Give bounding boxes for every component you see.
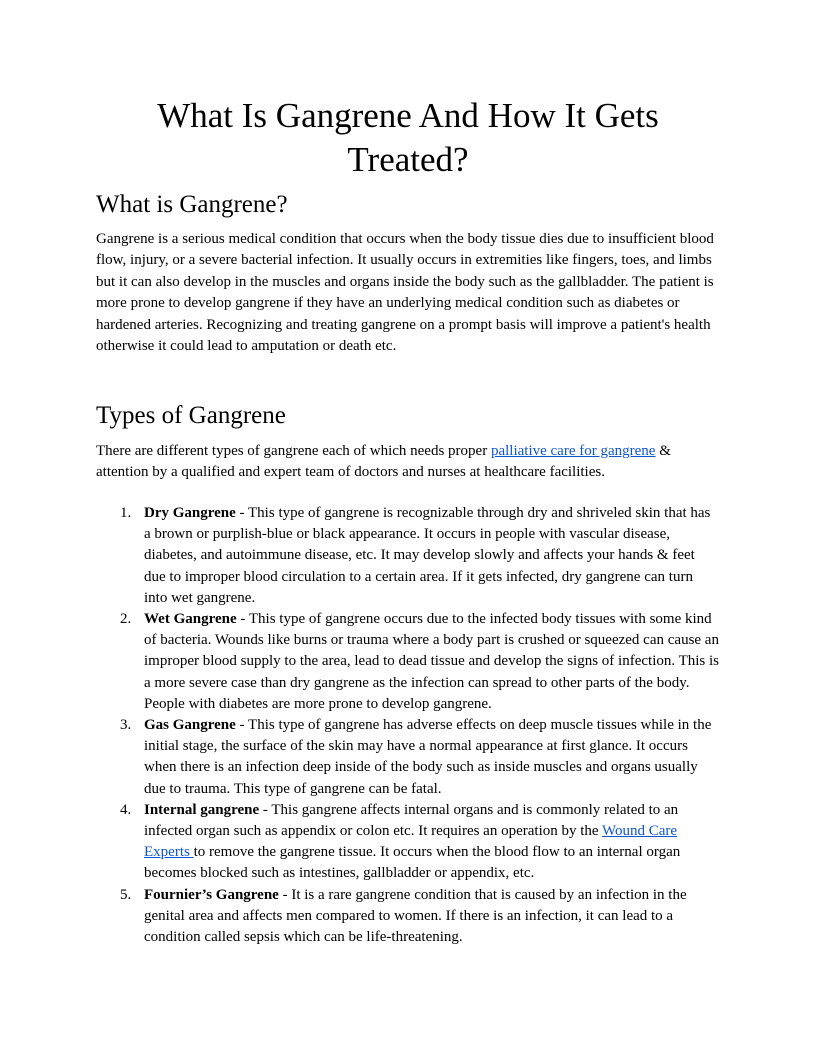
list-item-term: Gas Gangrene bbox=[144, 717, 236, 734]
types-intro-text: There are different types of gangrene each of which needs proper bbox=[96, 443, 491, 459]
list-item-term: Dry Gangrene bbox=[144, 505, 236, 521]
list-item-text: - This type of gangrene occurs due to the infected body tissues with some kind of bacteria. Wounds like burns or trauma where a body part is crushed or squeezed can cause an improper blood supply to the area, lead to dead tissue and develop the signs of infection. This is a more severe case than dry gangrene as the infection can spread to other parts of the body. People with diabetes are more prone to develop gangrene. bbox=[144, 611, 720, 712]
list-item-term: Fournier’s Gangrene bbox=[144, 886, 279, 903]
list-item-text: - It is a rare gangrene condition that is caused by an infection in the genital area and affects men compared to women. If there is an infection, it can lead to a condition called sepsis which can be life-threatening. bbox=[144, 886, 687, 946]
section-heading-what-is: What is Gangrene? bbox=[96, 191, 288, 218]
palliative-care-link[interactable]: palliative care for gangrene bbox=[490, 443, 656, 459]
list-item-number: 3. bbox=[120, 717, 132, 734]
list-item-number: 5. bbox=[120, 886, 132, 903]
list-item-term: Wet Gangrene bbox=[144, 611, 237, 628]
list-item-text: - This gangrene affects internal organs and is commonly related to an infected organ such as appendix or colon etc. It requires an operation by the bbox=[144, 801, 679, 840]
list-item bbox=[96, 800, 720, 885]
section-heading-types: Types of Gangrene bbox=[96, 402, 286, 429]
list-item-number: 1. bbox=[120, 505, 132, 521]
list-item-term: Internal gangrene bbox=[144, 801, 260, 818]
section-paragraph-what-is: Gangrene is a serious medical condition that occurs when the body tissue dies due to insufficient blood flow, injury, or a severe bacterial infection. It usually occurs in extremities like fingers, toes, and limbs but it can also develop in the muscles and organs inside the body such as the gallbladder. The patient is more prone to develop gangrene if they have an underlying medical condition such as diabetes or hardened arteries. Recognizing and treating gangrene on a prompt basis will improve a patient's health otherwise it could lead to amputation or death etc. bbox=[96, 231, 714, 355]
list-item-text: - This type of gangrene is recognizable through dry and shriveled skin that has a brown or purplish-blue or black appearance. It occurs in people with vascular disease, diabetes, and autoimmune disease, etc. It may develop slowly and affects your hands & feet due to improper blood circulation to a certain area. If it gets infected, dry gangrene can turn into wet gangrene. bbox=[144, 505, 711, 606]
list-item-text: - This type of gangrene has adverse effects on deep muscle tissues while in the initial stage, the surface of the skin may have a normal appearance at first glance. It occurs when there is an infection deep inside of the body such as inside muscles and organs usually due to trauma. This type of gangrene can be fatal. bbox=[144, 717, 712, 797]
list-item bbox=[96, 715, 720, 800]
types-intro-text-end: & attention by a qualified and expert team of doctors and nurses at healthcare facilities. bbox=[96, 443, 671, 481]
list-item-number: 4. bbox=[120, 801, 132, 818]
list-item bbox=[96, 609, 720, 715]
list-item bbox=[96, 885, 720, 949]
types-intro-paragraph bbox=[96, 441, 720, 484]
list-item bbox=[96, 503, 720, 609]
wound-care-experts-link[interactable]: Wound Care Experts bbox=[144, 823, 678, 861]
list-item-text-end: to remove the gangrene tissue. It occurs when the blood flow to an internal organ becomes blocked such as intestines, gallbladder or appendix, etc. bbox=[144, 844, 681, 882]
page-title: What Is Gangrene And How It Gets Treated? bbox=[157, 96, 659, 179]
list-item-number: 2. bbox=[120, 611, 132, 628]
gangrene-types-list bbox=[96, 503, 720, 948]
